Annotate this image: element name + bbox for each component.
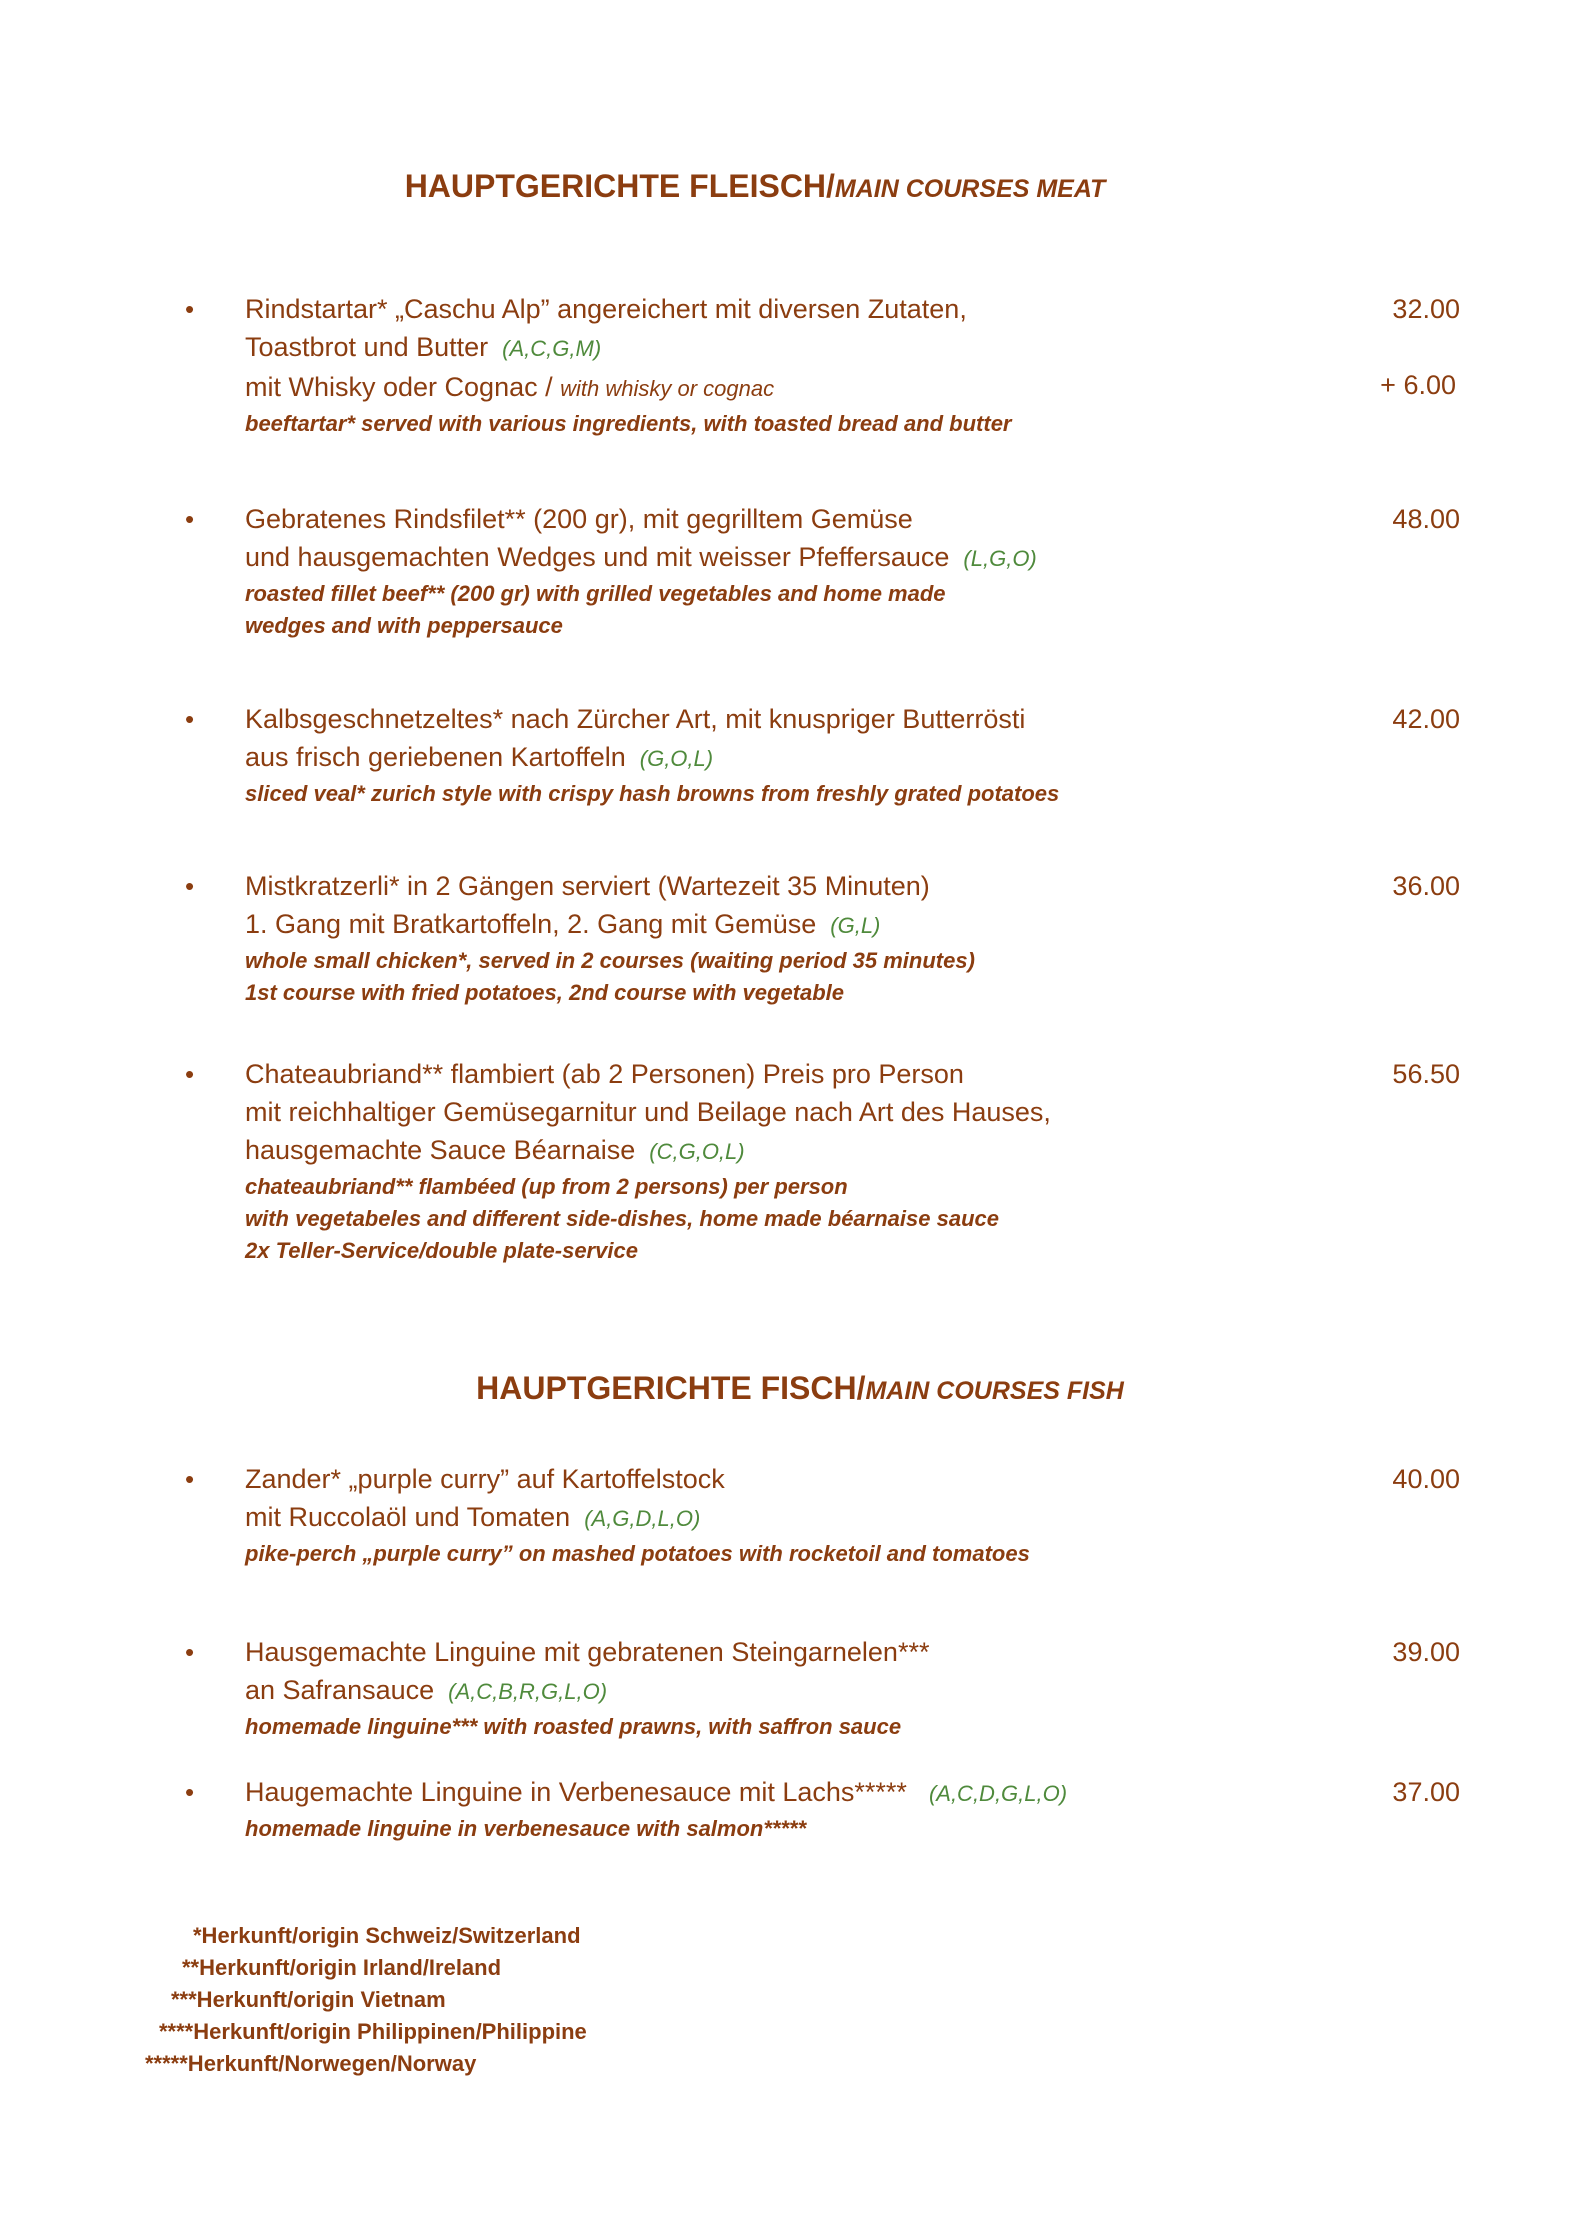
bullet-icon: •: [185, 704, 195, 734]
menu-item: [185, 290, 1460, 440]
item-description: aus frisch geriebenen Kartoffeln (G,O,L): [245, 742, 714, 772]
footnote: **Herkunft/origin Irland/Ireland: [182, 1955, 502, 1980]
item-description: mit reichhaltiger Gemüsegarnitur und Beilage nach Art des Hauses,: [245, 1097, 1051, 1127]
item-title: Kalbsgeschnetzeltes* nach Zürcher Art, mit knuspriger Butterrösti: [245, 704, 1026, 734]
item-translation: beeftartar* served with various ingredients, with toasted bread and butter: [245, 411, 1012, 436]
item-price: 42.00: [1392, 704, 1460, 734]
allergen-codes: (C,G,O,L): [649, 1139, 745, 1164]
menu-item: [185, 867, 1460, 1009]
allergen-codes: (A,C,B,R,G,L,O): [448, 1679, 608, 1704]
allergen-codes: (G,L): [830, 913, 881, 938]
menu-item: [185, 700, 1460, 810]
menu-item: [185, 1773, 1460, 1845]
item-title: Zander* „purple curry” auf Kartoffelstock: [245, 1464, 725, 1494]
origin-footnotes: [145, 1920, 587, 2080]
footnote: *Herkunft/origin Schweiz/Switzerland: [193, 1923, 581, 1948]
item-translation: 1st course with fried potatoes, 2nd course with vegetable: [245, 980, 845, 1005]
allergen-codes: (L,G,O): [963, 546, 1037, 571]
bullet-icon: •: [185, 294, 195, 324]
item-translation: sliced veal* zurich style with crispy hash browns from freshly grated potatoes: [245, 781, 1060, 806]
fish-heading-en: MAIN COURSES FISH: [865, 1377, 1124, 1405]
item-translation: with vegetabeles and different side-dishes, home made béarnaise sauce: [245, 1206, 999, 1231]
bullet-icon: •: [185, 1777, 195, 1807]
item-translation: homemade linguine*** with roasted prawns, with saffron sauce: [245, 1714, 902, 1739]
item-extra: mit Whisky oder Cognac / with whisky or cognac: [245, 372, 775, 402]
item-title: Chateaubriand** flambiert (ab 2 Personen) Preis pro Person: [245, 1059, 964, 1089]
item-description: hausgemachte Sauce Béarnaise (C,G,O,L): [245, 1135, 745, 1165]
allergen-codes: (A,C,D,G,L,O): [928, 1781, 1068, 1806]
item-title: Haugemachte Linguine in Verbenesauce mit Lachs***** (A,C,D,G,L,O): [245, 1777, 1068, 1807]
item-title: Rindstartar* „Caschu Alp” angereichert mit diversen Zutaten,: [245, 294, 967, 324]
menu-item: [185, 500, 1460, 642]
menu-item: [185, 1633, 1460, 1743]
meat-heading-en: MAIN COURSES MEAT: [834, 175, 1106, 203]
item-price: 32.00: [1392, 294, 1460, 324]
allergen-codes: (G,O,L): [639, 746, 714, 771]
item-price: 56.50: [1392, 1059, 1460, 1089]
item-description: 1. Gang mit Bratkartoffeln, 2. Gang mit Gemüse (G,L): [245, 909, 881, 939]
bullet-icon: •: [185, 504, 195, 534]
item-translation: 2x Teller-Service/double plate-service: [245, 1238, 638, 1263]
meat-heading: [0, 168, 1540, 205]
item-price: 39.00: [1392, 1637, 1460, 1667]
item-price: 40.00: [1392, 1464, 1460, 1494]
item-title: Hausgemachte Linguine mit gebratenen Steingarnelen***: [245, 1637, 930, 1667]
fish-heading: [15, 1370, 1570, 1407]
bullet-icon: •: [185, 871, 195, 901]
item-translation: wedges and with peppersauce: [245, 613, 563, 638]
item-price-extra: + 6.00: [1380, 370, 1456, 400]
item-price: 36.00: [1392, 871, 1460, 901]
item-description: an Safransauce (A,C,B,R,G,L,O): [245, 1675, 608, 1705]
item-translation: whole small chicken*, served in 2 courses (waiting period 35 minutes): [245, 948, 975, 973]
footnote: ***Herkunft/origin Vietnam: [171, 1987, 446, 2012]
item-description: und hausgemachten Wedges und mit weisser Pfeffersauce (L,G,O): [245, 542, 1037, 572]
item-translation: roasted fillet beef** (200 gr) with grilled vegetables and home made: [245, 581, 946, 606]
meat-heading-de: HAUPTGERICHTE FLEISCH/: [404, 168, 835, 204]
item-translation: chateaubriand** flambéed (up from 2 persons) per person: [245, 1174, 848, 1199]
item-title: Gebratenes Rindsfilet** (200 gr), mit gegrilltem Gemüse: [245, 504, 913, 534]
fish-heading-de: HAUPTGERICHTE FISCH/: [476, 1370, 866, 1406]
menu-item: [185, 1055, 1460, 1267]
allergen-codes: (A,C,G,M): [502, 336, 602, 361]
footnote: ****Herkunft/origin Philippinen/Philippine: [159, 2019, 587, 2044]
item-price: 37.00: [1392, 1777, 1460, 1807]
bullet-icon: •: [185, 1464, 195, 1494]
allergen-codes: (A,G,D,L,O): [584, 1506, 701, 1531]
bullet-icon: •: [185, 1059, 195, 1089]
item-description: mit Ruccolaöl und Tomaten (A,G,D,L,O): [245, 1502, 701, 1532]
footnote: *****Herkunft/Norwegen/Norway: [145, 2051, 477, 2076]
bullet-icon: •: [185, 1637, 195, 1667]
item-description: Toastbrot und Butter (A,C,G,M): [245, 332, 602, 362]
item-extra-en: with whisky or cognac: [560, 376, 775, 401]
item-title: Mistkratzerli* in 2 Gängen serviert (Wartezeit 35 Minuten): [245, 871, 930, 901]
item-translation: homemade linguine in verbenesauce with salmon*****: [245, 1816, 807, 1841]
item-translation: pike-perch „purple curry” on mashed potatoes with rocketoil and tomatoes: [245, 1541, 1030, 1566]
menu-item: [185, 1460, 1460, 1570]
item-price: 48.00: [1392, 504, 1460, 534]
